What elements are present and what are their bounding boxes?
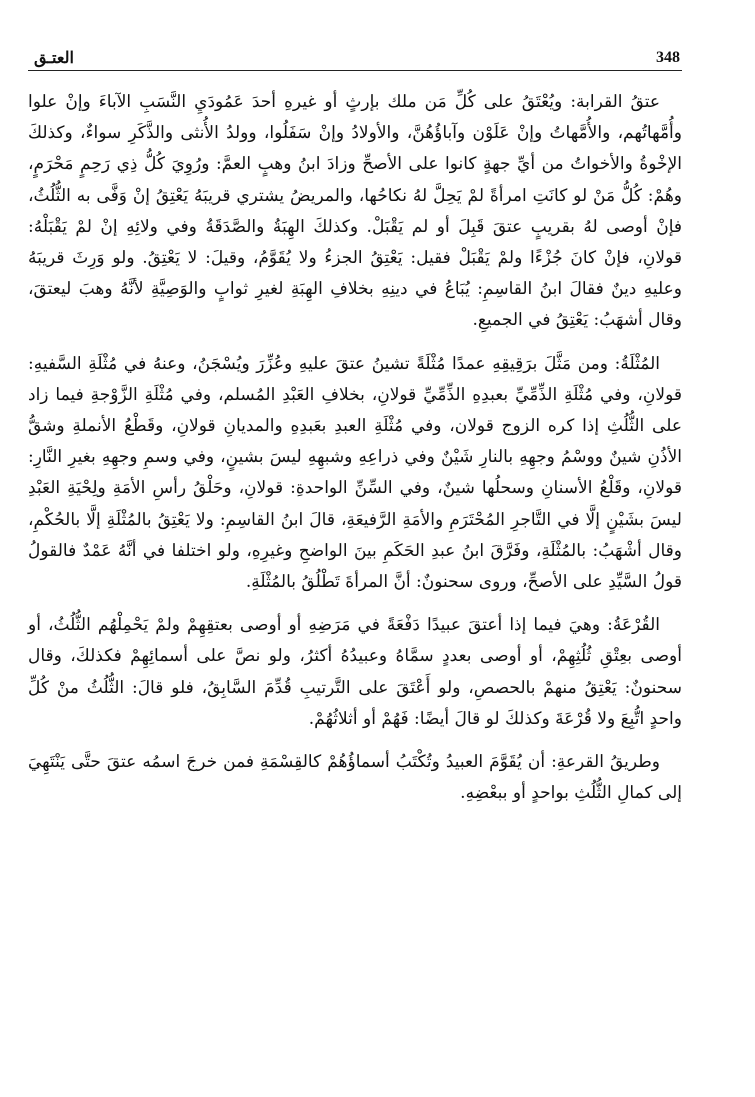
- page-header: [28, 40, 682, 71]
- paragraph-text: وهيَ فيما إذا أعتقَ عبيدًا دَفْعَةً في مَرَضِهِ أو أوصى بعتقِهِمْ ولمْ يَحْمِلْهُم الثُّلُثُ، أو أوصى بعِتْقِ ثُلُثِهِمْ، أو أوصى بعددٍ سمَّاهُ وعبيدُهُ أكثرُ، ولو نصَّ على أسمائِهِمْ فكذلكَ، وقال سحنونٌ: يَعْتِقُ منهمْ بالحصصِ، ولو أَعْتَقَ على التَّرتيبِ قُدِّمَ السَّابِقُ، فلو قالَ: الثُّلُثُ منْ كُلِّ واحدٍ اتُّبِعَ ولا قُرْعَةَ وكذلكَ لو قالَ أيضًا: فَهُمْ أو أثلاثُهُمْ.: [28, 615, 682, 729]
- section-term: عتقُ القرابة:: [562, 92, 661, 112]
- paragraph-text: ويُعْتَقُ على كُلِّ مَن ملك بإرثٍ أو غيرهِ أحدَ عَمُودَيِ النَّسَبِ الآباءَ وإنْ علوا وأُمَّهاتُهم، والأُمَّهاتُ وإنْ عَلَوْن وآباؤُهُنَّ، والأولادُ وإنْ سَفَلُوا، وولدُ الأُنثى والذَّكَرِ سواءٌ، وكذلكَ الإخْوةُ والأخواتُ من أيِّ جهةٍ كانوا على الأصحِّ وزادَ ابنُ وهبٍ العمَّ: ورُوِيَ كُلُّ ذِي رَحِمٍ مَحْرَمٍ، وهُمْ: كُلُّ مَنْ لو كانَتِ امرأةً لمْ يَحِلَّ لهُ نكاحُها، والمريضُ يشتري قريبَهُ يَعْتِقُ إنْ وَفَّى به الثُّلُثُ، فإنْ أوصى لهُ بقريبٍ عتقَ قَبِلَ أو لم يَقْبَلْ. وكذلكَ الهِبَةُ والصَّدَقَةُ وفي ولائِهِ إنْ لمْ يَقْبَلْهُ: قولانِ، فإنْ كانَ جُزْءًا ولمْ يَقْبَلْ فقيل: يَعْتِقُ الجزءُ ولا يُقَوَّمُ، وقيلَ: لا يَعْتِقُ. ولو وَرِثَ قريبَهُ وعليهِ دينٌ فقالَ ابنُ القاسِمِ: يُبَاعُ في دينِهِ بخلافِ الهِبَةِ لغيرِ ثوابٍ والوَصِيَّةِ لأنَّهُ وهبَ ليعتقَ، وقال أشهَبُ: يَعْتِقُ في الجميعِ.: [28, 92, 682, 331]
- page-body: [28, 87, 682, 809]
- paragraph-text: أن يُقَوَّمَ العبيدُ وتُكْتَبُ أسماؤُهُمْ كالقِسْمَةِ فمن خرجَ اسمُه عتقَ حتَّى يَنْتَهِيَ إلى كمالِ الثُّلُثِ بواحدٍ أو ببعْضِهِ.: [28, 752, 682, 804]
- book-page: [28, 40, 682, 1080]
- section-term: وطريقُ القرعةِ:: [545, 752, 660, 773]
- paragraph-lottery: [28, 610, 682, 735]
- section-term: المُثْلَةُ:: [608, 353, 660, 374]
- page-number: 348: [656, 49, 680, 66]
- paragraph-lottery-method: [28, 747, 682, 809]
- running-title: العتـق: [34, 48, 74, 67]
- paragraph-text: ومن مَثَّلَ برَقِيقِهِ عمدًا مُثْلَةً تشينُ عتقَ عليهِ وعُزِّرَ ويُسْجَنُ، وعنهُ في مُثْلَةِ السَّفيهِ: قولانِ، وفي مُثْلَةِ الذِّمِّيِّ بعبدِهِ الذِّمِّيِّ قولانِ، بخلافِ العَبْدِ المُسلم، وفي مُثْلَةِ الزَّوْجةِ فيما زاد على الثُّلُثِ إذا كره الزوج قولان، وفي مُثْلَةِ العبدِ بعَبدِهِ والمديانِ قولانِ، وقَطْعُ الأنملةِ وشقُّ الأذُنِ شينٌ ووسْمُ وجهِهِ بالنارِ شَيْنٌ وفي ذراعِهِ وشبهِهِ ليسَ بشينٍ، وفي وسمِ وجهِهِ بغيرِ النَّارِ: قولانِ، وقَلْعُ الأسنانِ وسحلُها شينٌ، وفي السِّنِّ الواحدةِ: قولانِ، وحَلْقُ رأسِ الأمَةِ ولِحْيَةِ العَبْدِ ليسَ بشَيْنٍ إلَّا في التَّاجرِ المُحْتَرَمِ والأمَةِ الرَّفيعَةِ، قالَ ابنُ القاسِمِ: ولا يَعْتِقُ بالمُثْلَةِ إلَّا بالحُكْمِ، وقال أشْهَبُ: بالمُثْلَةِ، وفَرَّقَ ابنُ عبدِ الحَكَمِ بينَ الواضحِ وغيرِهِ، ولو اختلفا في أنَّهُ عَمْدٌ فالقولُ قولُ السَّيِّدِ على الأصحِّ، وروى سحنونٌ: أنَّ المرأةَ تَطْلُقُ بالمُثْلَةِ.: [28, 353, 682, 593]
- section-term: القُرْعَةُ:: [600, 615, 660, 636]
- paragraph-kinship-manumission: [28, 87, 682, 337]
- paragraph-mutilation: [28, 349, 682, 599]
